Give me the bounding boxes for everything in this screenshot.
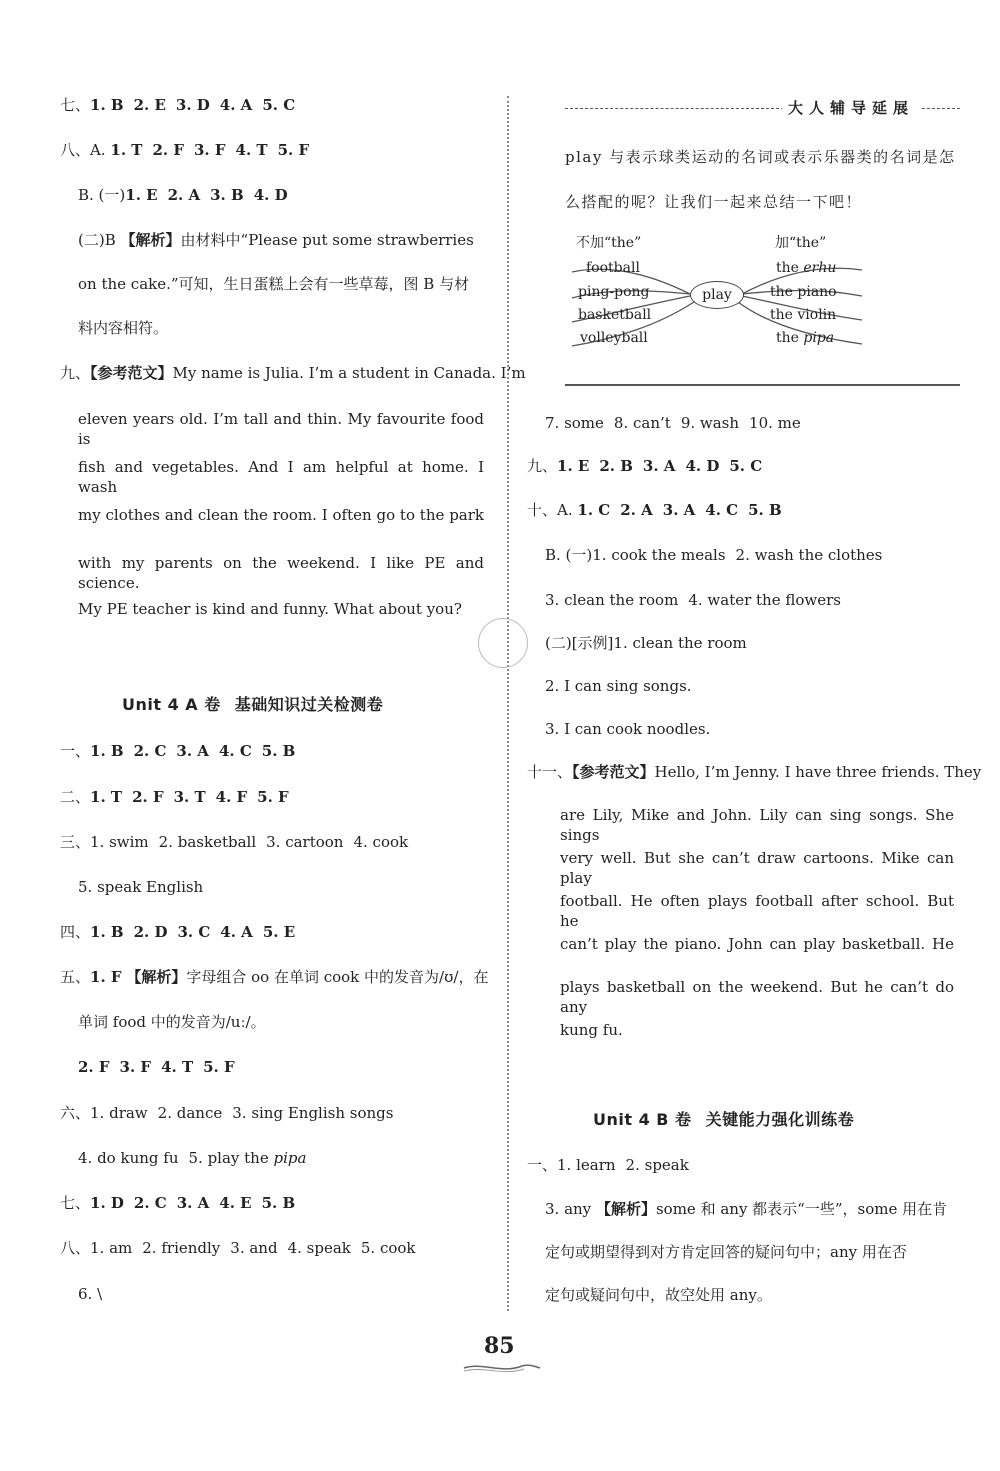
answer-row-s8-item6: 6. \ xyxy=(78,1285,103,1303)
answer-s5-line1: 五、1. F 【解析】字母组合 oo 在单词 cook 中的发音为/ʊ/，在 xyxy=(60,968,489,986)
page-number: 85 xyxy=(484,1333,515,1359)
column-divider xyxy=(507,96,509,1311)
answer-row-s1: 一、1. B 2. C 3. A 4. C 5. B xyxy=(60,742,296,760)
answer-row-s6-b: 4. do kung fu 5. play the pipa xyxy=(78,1149,307,1167)
mind-label-no-the: 不加“the” xyxy=(576,235,642,251)
answer-s5-line2: 单词 food 中的发音为/uː/。 xyxy=(78,1013,266,1031)
extension-box-header xyxy=(565,97,960,119)
mind-label-with-the: 加“the” xyxy=(775,235,827,251)
answer-q8b2-line3: 料内容相符。 xyxy=(78,319,169,337)
answer-row-s2: 二、1. T 2. F 3. T 4. F 5. F xyxy=(60,788,289,806)
answer-row-r10b1: B. (一)1. cook the meals 2. wash the clothes xyxy=(545,546,883,564)
answer-row-q8b1: B. (一)1. E 2. A 3. B 4. D xyxy=(78,186,288,204)
essay-q9-line2: eleven years old. I’m tall and thin. My favourite food is xyxy=(78,410,484,448)
essay-r11-line4: football. He often plays football after school. But he xyxy=(560,892,954,930)
extension-intro-line1: play 与表示球类运动的名词或表示乐器类的名词是怎 xyxy=(565,148,956,166)
essay-r11-line6: plays basketball on the weekend. But he can’t do any xyxy=(560,978,954,1016)
essay-q9-line6: My PE teacher is kind and funny. What about you? xyxy=(78,600,462,618)
play-mind-map xyxy=(570,234,870,354)
essay-q9-line4: my clothes and clean the room. I often go to the park xyxy=(78,506,484,524)
mind-word: the pipa xyxy=(776,330,835,346)
extension-intro-line2: 么搭配的呢？让我们一起来总结一下吧！ xyxy=(565,193,863,211)
answer-r10b2-line2: 2. I can sing songs. xyxy=(545,677,692,695)
answer-row-r9: 九、1. E 2. B 3. A 4. D 5. C xyxy=(527,457,763,475)
answer-row-q8a: 八、A. 1. T 2. F 3. F 4. T 5. F xyxy=(60,141,310,159)
answer-q8b2-line1: (二)B 【解析】由材料中“Please put some strawberries xyxy=(78,231,474,249)
essay-r11-line2: are Lily, Mike and John. Lily can sing songs. She sings xyxy=(560,806,954,844)
answer-row-r10a: 十、A. 1. C 2. A 3. A 4. C 5. B xyxy=(527,501,782,519)
answer-b1-3-line1: 3. any 【解析】some 和 any 都表示“一些”，some 用在肯 xyxy=(545,1200,948,1218)
mind-word: the erhu xyxy=(776,260,837,276)
answer-q8b2-line2: on the cake.”可知，生日蛋糕上会有一些草莓，图 B 与材 xyxy=(78,275,470,293)
section-title-unit4a: Unit 4 A 卷 基础知识过关检测卷 xyxy=(122,695,384,714)
page-number-ornament xyxy=(462,1360,542,1376)
mind-word: the violin xyxy=(770,307,837,323)
answer-row-s3: 三、1. swim 2. basketball 3. cartoon 4. cook xyxy=(60,833,409,851)
essay-q9-line5: with my parents on the weekend. I like PE and science. xyxy=(78,554,484,592)
essay-q9-line3: fish and vegetables. And I am helpful at home. I wash xyxy=(78,458,484,496)
answer-row-s7: 七、1. D 2. C 3. A 4. E 5. B xyxy=(60,1194,296,1212)
mind-word: volleyball xyxy=(580,330,648,346)
answer-row-s3-item5: 5. speak English xyxy=(78,878,204,896)
mind-word: the piano xyxy=(770,284,837,300)
essay-r11-line3: very well. But she can’t draw cartoons. Mike can play xyxy=(560,849,954,887)
answer-row-r-fill: 7. some 8. can’t 9. wash 10. me xyxy=(545,414,801,432)
answer-b1-3-line3: 定句或疑问句中，故空处用 any。 xyxy=(545,1286,772,1304)
answer-row-r10b1b: 3. clean the room 4. water the flowers xyxy=(545,591,841,609)
mind-word: ping-pong xyxy=(578,284,650,300)
essay-r11-line1: 十一、【参考范文】Hello, I’m Jenny. I have three friends. They xyxy=(527,763,982,781)
faint-stamp-graphic xyxy=(478,618,528,668)
mind-center-play: play xyxy=(690,281,744,309)
essay-r11-line7: kung fu. xyxy=(560,1021,623,1039)
answer-b1-3-line2: 定句或期望得到对方肯定回答的疑问句中；any 用在否 xyxy=(545,1243,907,1261)
section-title-unit4b: Unit 4 B 卷 关键能力强化训练卷 xyxy=(593,1110,855,1129)
mind-word: football xyxy=(586,260,640,276)
extension-box-title: 大人辅导延展 xyxy=(782,97,920,118)
answer-s5-rest: 2. F 3. F 4. T 5. F xyxy=(78,1058,235,1076)
answer-row-q7: 七、1. B 2. E 3. D 4. A 5. C xyxy=(60,96,296,114)
extension-box-bottom-rule xyxy=(565,384,960,386)
mind-word: basketball xyxy=(578,307,652,323)
essay-q9-line1: 九、【参考范文】My name is Julia. I’m a student in Canada. I’m xyxy=(60,364,526,382)
answer-row-b1: 一、1. learn 2. speak xyxy=(527,1156,689,1174)
answer-r10b2-line3: 3. I can cook noodles. xyxy=(545,720,711,738)
answer-row-s4: 四、1. B 2. D 3. C 4. A 5. E xyxy=(60,923,296,941)
answer-r10b2-line1: (二)[示例]1. clean the room xyxy=(545,634,747,652)
answer-row-s6: 六、1. draw 2. dance 3. sing English songs xyxy=(60,1104,394,1122)
essay-r11-line5: can’t play the piano. John can play basketball. He xyxy=(560,935,954,953)
answer-row-s8: 八、1. am 2. friendly 3. and 4. speak 5. cook xyxy=(60,1239,416,1257)
